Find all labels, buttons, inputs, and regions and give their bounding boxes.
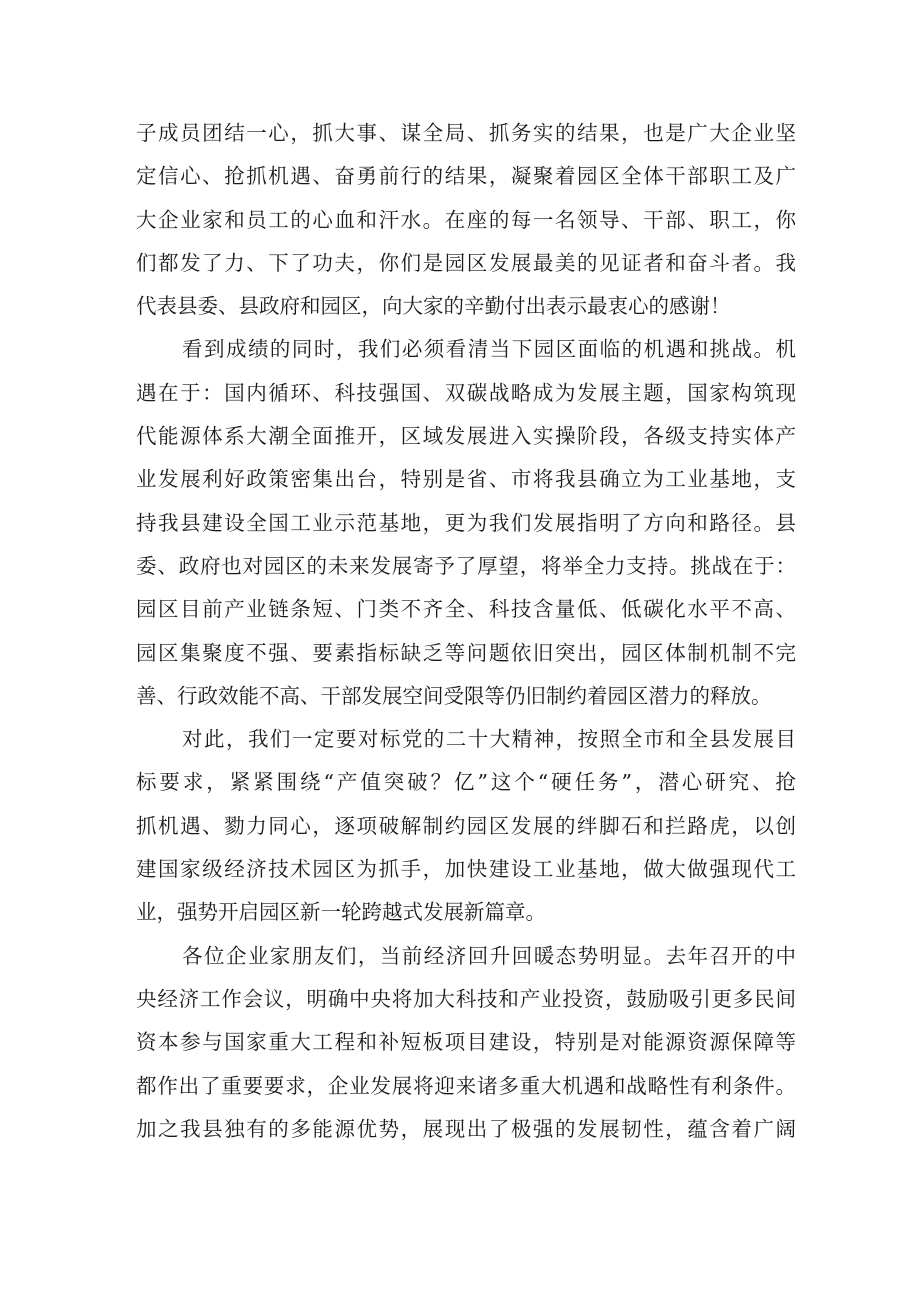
text-line: 遇在于：国内循环、科技强国、双碳战略成为发展主题，国家构筑现 — [136, 380, 796, 405]
text-line: 标要求，紧紧围绕“产值突破？亿”这个“硬任务”，潜心研究、抢 — [136, 770, 796, 795]
text-line: 各位企业家朋友们，当前经济回升回暖态势明显。去年召开的中 — [182, 943, 796, 968]
paragraph-3 — [136, 718, 796, 934]
text-line: 园区目前产业链条短、门类不齐全、科技含量低、低碳化水平不高、 — [136, 597, 796, 622]
text-line: 园区集聚度不强、要素指标缺乏等问题依旧突出，园区体制机制不完 — [136, 640, 796, 665]
text-line: 持我县建设全国工业示范基地，更为我们发展指明了方向和路径。县 — [136, 510, 796, 535]
text-line: 抓机遇、勠力同心，逐项破解制约园区发展的绊脚石和拦路虎，以创 — [136, 813, 796, 838]
paragraph-1 — [136, 112, 796, 328]
text-line: 代能源体系大潮全面推开，区域发展进入实操阶段，各级支持实体产 — [136, 424, 796, 449]
text-line: 定信心、抢抓机遇、奋勇前行的结果，凝聚着园区全体干部职工及广 — [136, 164, 796, 189]
paragraph-4 — [136, 935, 796, 1151]
text-line: 央经济工作会议，明确中央将加大科技和产业投资，鼓励吸引更多民间 — [136, 986, 796, 1011]
text-line: 子成员团结一心，抓大事、谋全局、抓务实的结果，也是广大企业坚 — [136, 121, 796, 145]
text-line: 看到成绩的同时，我们必须看清当下园区面临的机遇和挑战。机 — [182, 337, 796, 362]
text-line: 委、政府也对园区的未来发展寄予了厚望，将举全力支持。挑战在于： — [136, 553, 796, 578]
text-line: 们都发了力、下了功夫，你们是园区发展最美的见证者和奋斗者。我 — [136, 250, 796, 275]
text-line: 代表县委、县政府和园区，向大家的辛勤付出表示最衷心的感谢！ — [136, 294, 731, 319]
text-line: 对此，我们一定要对标党的二十大精神，按照全市和全县发展目 — [182, 727, 796, 752]
text-line: 大企业家和员工的心血和汗水。在座的每一名领导、干部、职工，你 — [136, 207, 796, 232]
document-body — [136, 112, 796, 1151]
text-line: 建国家级经济技术园区为抓手，加快建设工业基地，做大做强现代工 — [136, 857, 796, 882]
text-line: 业发展利好政策密集出台，特别是省、市将我县确立为工业基地，支 — [136, 467, 796, 492]
text-line: 都作出了重要要求，企业发展将迎来诸多重大机遇和战略性有利条件。 — [136, 1073, 796, 1098]
text-line: 善、行政效能不高、干部发展空间受限等仍旧制约着园区潜力的释放。 — [136, 683, 772, 708]
text-line: 业，强势开启园区新一轮跨越式发展新篇章。 — [136, 900, 546, 925]
text-line: 资本参与国家重大工程和补短板项目建设，特别是对能源资源保障等 — [136, 1030, 796, 1055]
text-line: 加之我县独有的多能源优势，展现出了极强的发展韧性，蕴含着广阔 — [136, 1116, 796, 1141]
paragraph-2 — [136, 328, 796, 718]
